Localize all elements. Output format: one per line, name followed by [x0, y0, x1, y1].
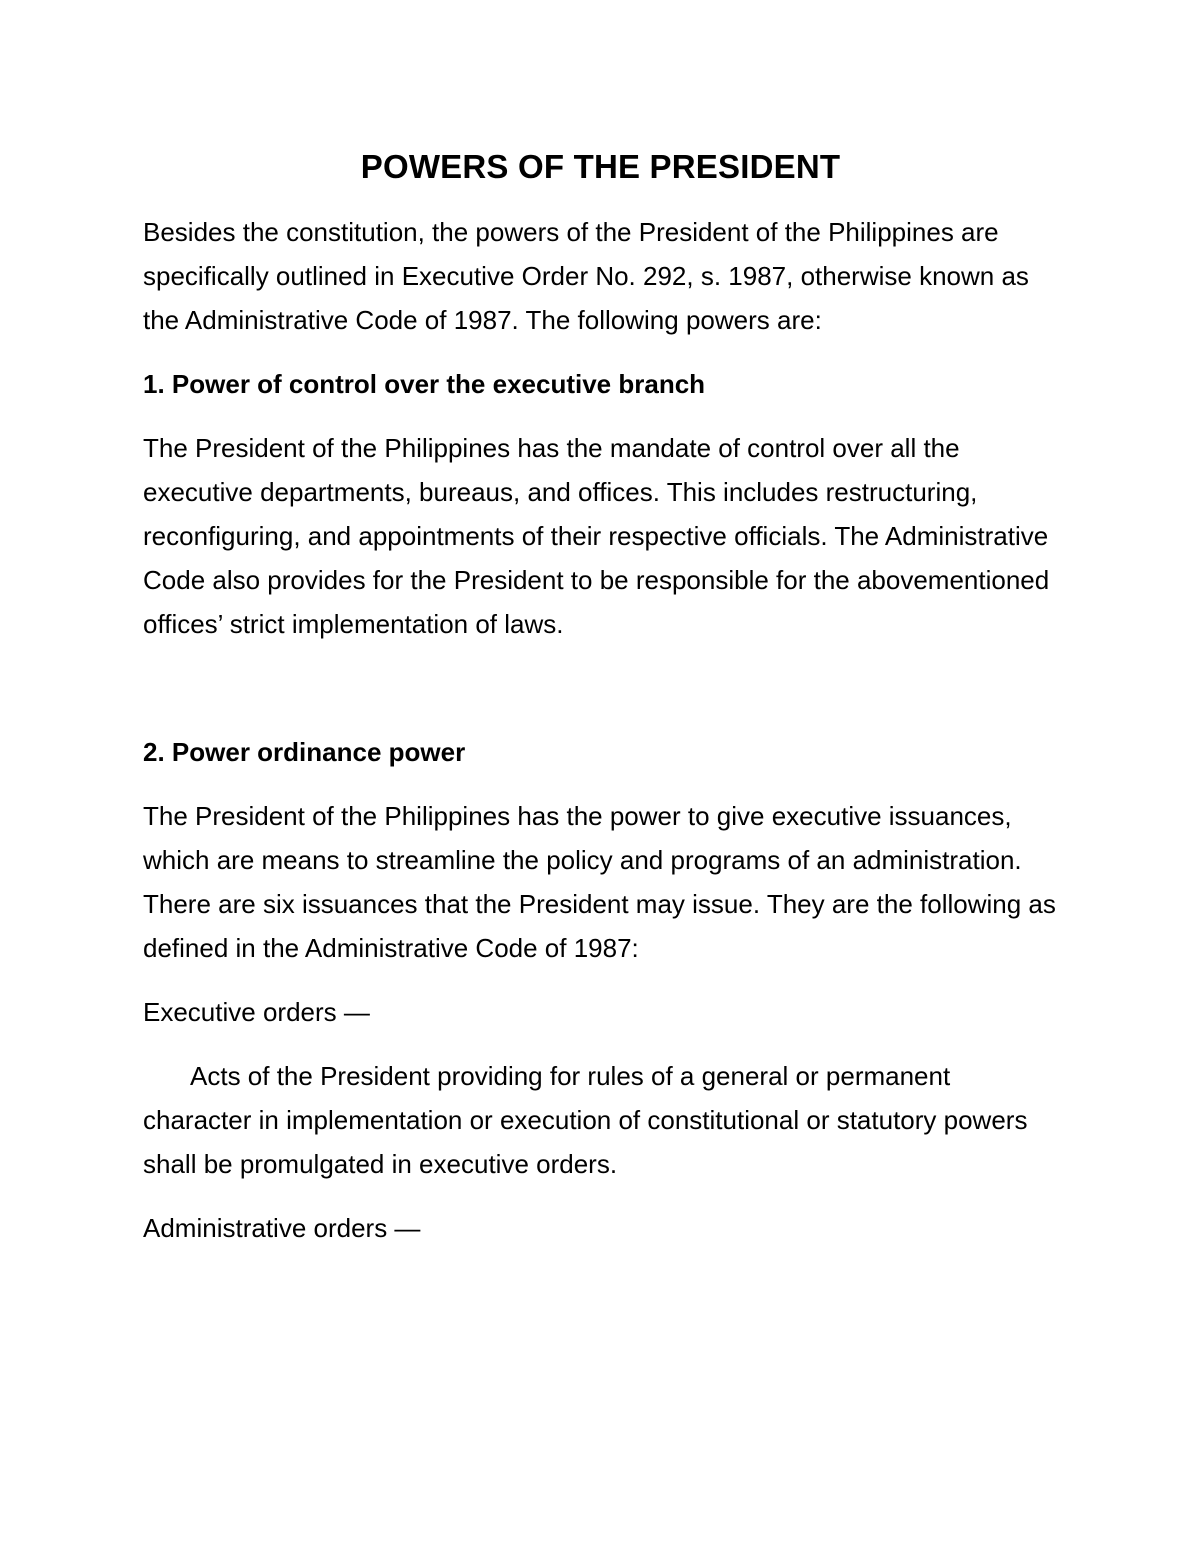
issuance-label-administrative-orders: Administrative orders —: [143, 1213, 421, 1243]
issuance-definition-executive-orders: Acts of the President providing for rules of a general or permanent character in implementation or execution of constitutional or statutory powers shall be promulgated in executive orders.: [143, 1061, 1028, 1179]
section-body-ordinance: The President of the Philippines has the power to give executive issuances, which are means to streamline the policy and programs of an administration. There are six issuances that the President may issue. They are the following as defined in the Administrative Code of 1987:: [143, 801, 1056, 963]
section-body-control: The President of the Philippines has the mandate of control over all the executive departments, bureaus, and offices. This includes restructuring, reconfiguring, and appointments of their respective officials. The Administrative Code also provides for the President to be responsible for the abovementioned offices’ strict implementation of laws.: [143, 433, 1050, 639]
issuance-label-executive-orders: Executive orders —: [143, 997, 370, 1027]
section-heading-ordinance: 2. Power ordinance power: [143, 737, 466, 767]
section-heading-control: 1. Power of control over the executive branch: [143, 369, 706, 399]
document-body: [143, 140, 1058, 1250]
intro-paragraph: Besides the constitution, the powers of the President of the Philippines are specifically outlined in Executive Order No. 292, s. 1987, otherwise known as the Administrative Code of 1987. The following powers are:: [143, 217, 1029, 335]
page-title: POWERS OF THE PRESIDENT: [360, 148, 841, 185]
